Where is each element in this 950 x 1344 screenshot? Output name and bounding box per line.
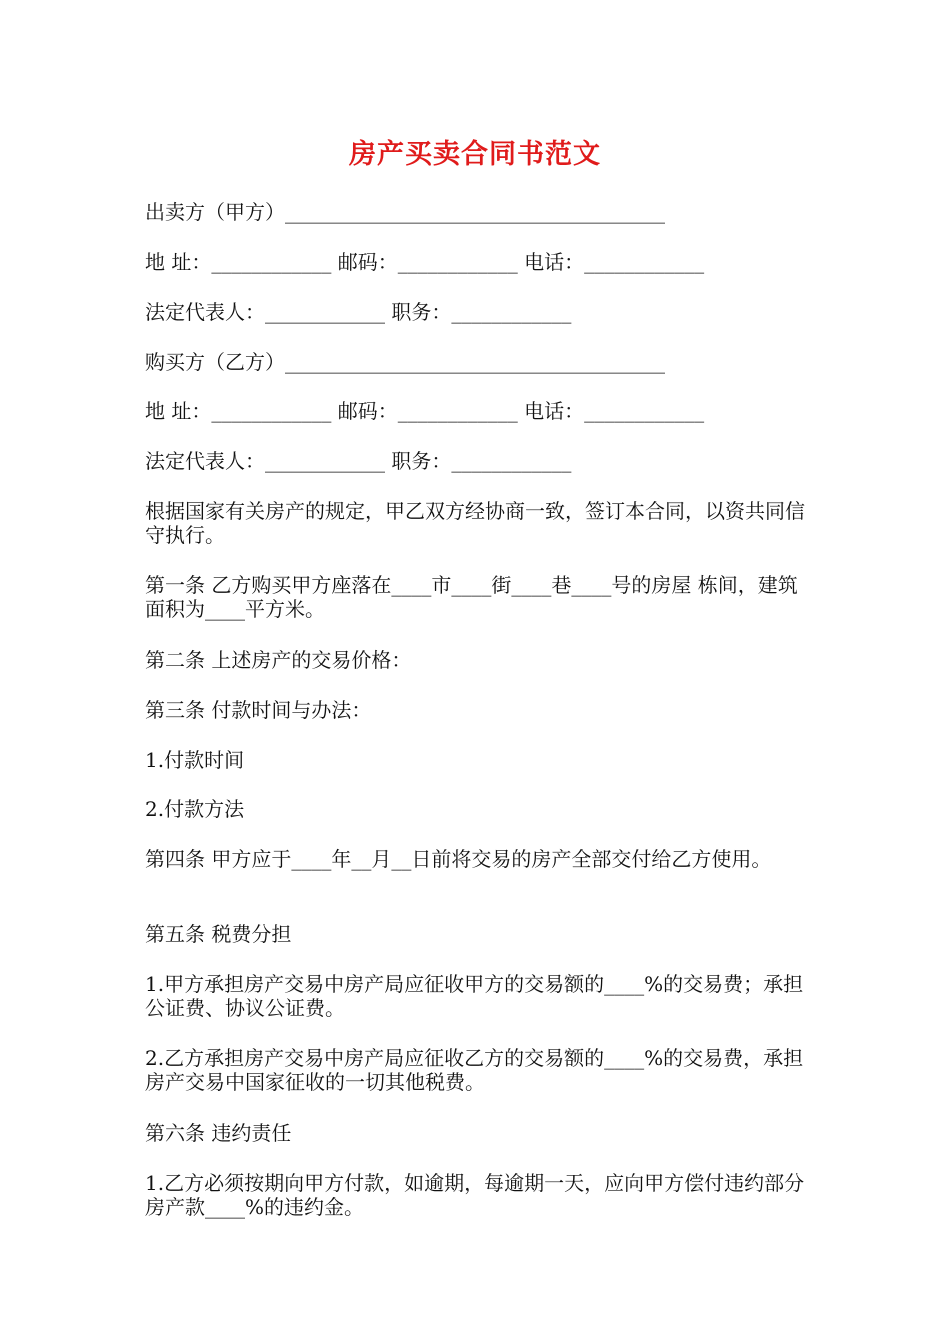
preamble-paragraph: 根据国家有关房产的规定，甲乙双方经协商一致，签订本合同，以资共同信守执行。: [145, 499, 805, 547]
buyer-representative-line: 法定代表人：____________ 职务：____________: [145, 449, 572, 473]
payment-method-item: 2.付款方法: [145, 797, 245, 821]
article-5: 第五条 税费分担: [145, 922, 292, 946]
article-3: 第三条 付款时间与办法：: [145, 698, 372, 722]
buyer-address-line: 地 址：____________ 邮码：____________ 电话：____________: [145, 399, 705, 423]
document-title: 房产买卖合同书范文: [349, 139, 601, 170]
tax-item-1: 1.甲方承担房产交易中房产局应征收甲方的交易额的____%的交易费；承担公证费、协议公证费。: [145, 972, 804, 1020]
buyer-line: 购买方（乙方）______________________________________: [145, 350, 665, 374]
seller-line: 出卖方（甲方）______________________________________: [145, 200, 665, 224]
liability-item-1: 1.乙方必须按期向甲方付款，如逾期，每逾期一天，应向甲方偿付违约部分房产款____%的违约金。: [145, 1171, 805, 1219]
payment-time-item: 1.付款时间: [145, 748, 245, 772]
article-1: 第一条 乙方购买甲方座落在____市____街____巷____号的房屋 栋间，建筑面积为____平方米。: [145, 573, 798, 621]
seller-representative-line: 法定代表人：____________ 职务：____________: [145, 300, 572, 324]
article-2: 第二条 上述房产的交易价格：: [145, 648, 412, 672]
article-4: 第四条 甲方应于____年__月__日前将交易的房产全部交付给乙方使用。: [145, 847, 772, 871]
article-6: 第六条 违约责任: [145, 1121, 292, 1145]
tax-item-2: 2.乙方承担房产交易中房产局应征收乙方的交易额的____%的交易费，承担房产交易中国家征收的一切其他税费。: [145, 1046, 804, 1094]
seller-address-line: 地 址：____________ 邮码：____________ 电话：____________: [145, 250, 705, 274]
